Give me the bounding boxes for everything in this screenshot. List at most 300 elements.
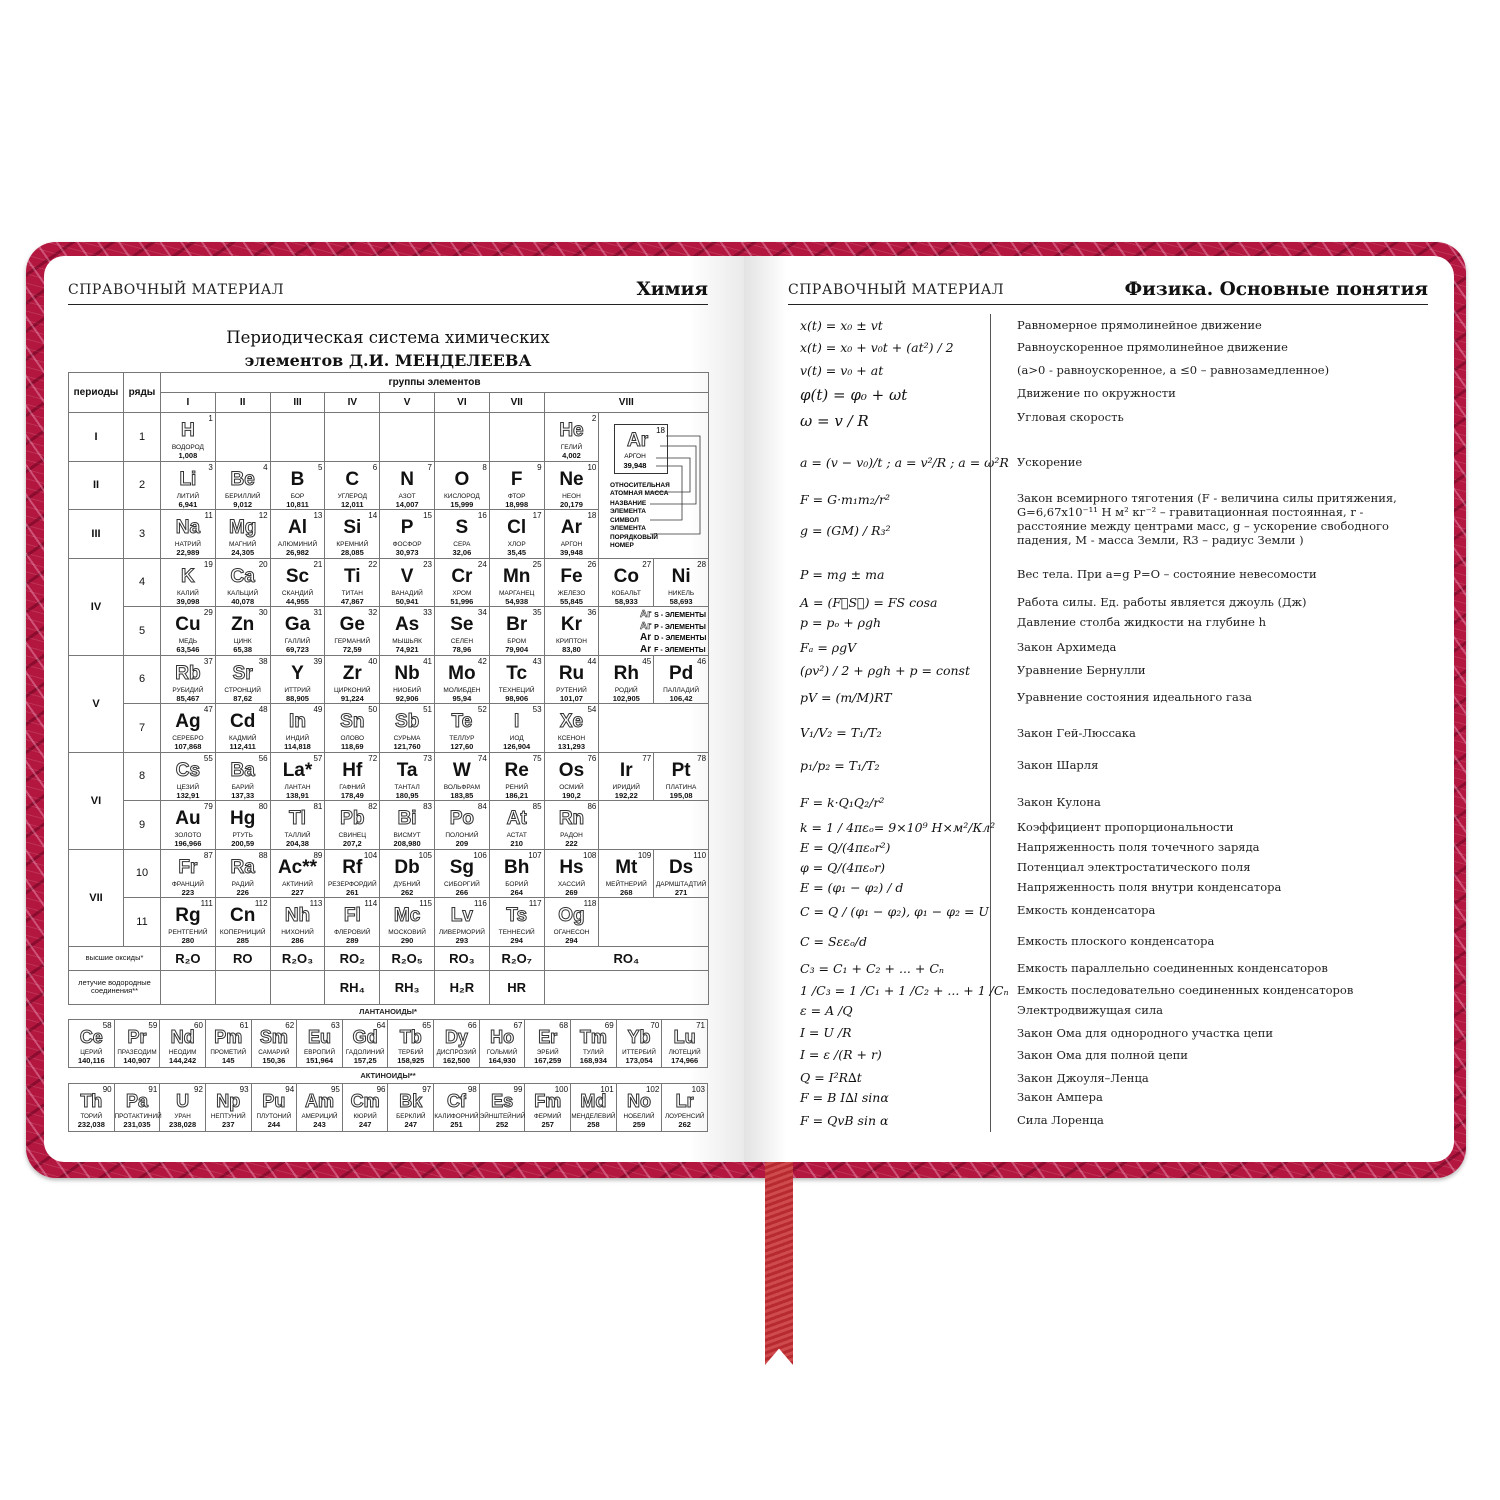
formula: v(t) = v₀ + at (800, 363, 884, 378)
element-cell (161, 413, 216, 462)
atomic-mass: 30,973 (395, 548, 419, 558)
element-name: ЛИТИЙ (176, 492, 200, 500)
element-symbol: Cm (350, 1091, 380, 1111)
element-symbol: Ra (230, 856, 255, 878)
row-label: 8 (124, 752, 161, 801)
atomic-number: 4 (263, 462, 268, 472)
formula: p = pₒ + ρgh (800, 615, 882, 630)
atomic-mass: 39,098 (176, 596, 200, 606)
atomic-number: 33 (423, 608, 432, 617)
block-legend-f-symbol: Ar (640, 643, 652, 655)
element-symbol: S (455, 517, 469, 539)
element-symbol: Tm (579, 1027, 607, 1047)
atomic-mass: 232,038 (77, 1120, 105, 1129)
formula-description: Давление столба жидкости на глубине h (1017, 615, 1267, 629)
element-cell (525, 1084, 571, 1132)
element-cell (380, 898, 435, 947)
element-symbol: I (514, 711, 520, 733)
formula: Fₐ = ρgV (800, 640, 857, 655)
atomic-mass: 1,008 (178, 451, 198, 461)
atomic-number: 118 (583, 899, 597, 908)
atomic-mass: 157,25 (353, 1056, 377, 1065)
atomic-number: 45 (642, 656, 652, 666)
element-cell (654, 752, 709, 801)
element-name: ИРИДИЙ (612, 783, 640, 791)
element-name: СЕРЕБРО (172, 735, 204, 743)
element-symbol: Es (491, 1091, 514, 1111)
element-symbol: Ds (668, 856, 694, 878)
element-symbol: Gd (352, 1027, 378, 1047)
element-symbol: Md (580, 1091, 607, 1111)
formula: x(t) = x₀ + v₀t + (at²) / 2 (800, 340, 954, 355)
atomic-number: 88 (258, 850, 268, 860)
formula-description: Закон Ампера (1017, 1090, 1103, 1104)
formula: Q = I²R∆t (800, 1070, 862, 1085)
element-name: МЕДЬ (178, 638, 198, 646)
atomic-number: 89 (313, 850, 323, 860)
atomic-mass: 192,22 (614, 790, 638, 800)
formula: ω = v / R (800, 412, 869, 430)
element-symbol: Co (613, 565, 639, 587)
element-name: НОБЕЛИЙ (623, 1113, 655, 1120)
lanthanides-table (68, 1019, 708, 1068)
atomic-number: 12 (258, 511, 268, 520)
element-name: ТИТАН (341, 589, 363, 597)
atomic-mass: 266 (455, 887, 469, 897)
atomic-mass: 257 (541, 1120, 554, 1129)
element-cell (325, 558, 380, 607)
element-symbol: Rb (175, 662, 201, 684)
element-cell (544, 704, 599, 753)
formula-description: Напряженность поля точечного заряда (1017, 840, 1260, 854)
atomic-number: 103 (691, 1085, 705, 1094)
element-name: ДУБНИЙ (393, 880, 421, 888)
element-name: ЦЕРИЙ (80, 1049, 103, 1056)
atomic-mass: 180,95 (395, 790, 419, 800)
element-cell (434, 849, 489, 898)
atomic-number: 60 (194, 1021, 203, 1030)
element-cell (270, 849, 325, 898)
element-symbol: Cd (230, 711, 256, 733)
atomic-mass: 121,760 (393, 742, 421, 752)
element-name: ОСМИЙ (559, 783, 584, 791)
element-cell (325, 752, 380, 801)
element-symbol: Cu (175, 614, 201, 636)
element-cell (205, 1020, 251, 1068)
element-name: КАЛИЙ (176, 589, 199, 597)
atomic-number: 105 (418, 850, 432, 860)
atomic-mass: 131,293 (557, 742, 586, 752)
period-label: IV (69, 558, 124, 655)
oxide-formula: R₂O₇ (489, 946, 544, 970)
atomic-number: 10 (587, 462, 597, 472)
atomic-mass: 35,45 (507, 548, 527, 558)
formula-description: Сила Лоренца (1017, 1113, 1104, 1127)
block-legend-p-symbol: Ar (640, 620, 652, 632)
element-name: ЭРБИЙ (536, 1049, 559, 1056)
element-name: ХЛОР (507, 541, 526, 549)
row-label: 3 (124, 510, 161, 559)
atomic-mass: 98,906 (505, 693, 529, 703)
element-symbol: O (454, 468, 470, 490)
atomic-mass: 79,904 (505, 645, 529, 655)
formula: F = B I∆l sinα (800, 1090, 889, 1105)
element-symbol: Bi (397, 808, 417, 830)
empty-cell (270, 413, 325, 462)
element-symbol: Ne (559, 468, 584, 490)
atomic-number: 67 (513, 1021, 523, 1030)
element-name: ОГАНЕСОН (553, 929, 590, 937)
element-cell (215, 704, 270, 753)
element-cell (215, 898, 270, 947)
element-name: ЛОУРЕНСИЙ (664, 1113, 705, 1120)
atomic-mass: 4,002 (562, 451, 581, 461)
row-label: 9 (124, 801, 161, 850)
element-symbol: Mo (448, 662, 476, 684)
actinides-label: АКТИНОИДЫ** (360, 1071, 416, 1080)
atomic-number: 70 (650, 1021, 660, 1030)
element-cell (544, 413, 599, 462)
atomic-number: 76 (587, 753, 597, 763)
element-name: ДИСПРОЗИЙ (436, 1049, 477, 1056)
atomic-mass: 137,33 (231, 790, 255, 800)
atomic-mass: 226 (236, 887, 249, 897)
atomic-number: 72 (368, 753, 378, 763)
atomic-number: 30 (258, 608, 268, 617)
element-symbol: Lv (450, 905, 473, 927)
element-cell (434, 704, 489, 753)
formula: E = Q/(4πεₒr²) (800, 840, 891, 855)
element-symbol: Se (450, 614, 474, 636)
atomic-number: 21 (313, 559, 323, 569)
element-symbol: Sg (449, 856, 475, 878)
header-groups: группы элементов (161, 373, 709, 393)
element-symbol: Np (216, 1091, 241, 1111)
element-symbol: Sm (259, 1027, 288, 1047)
element-symbol: Br (506, 614, 528, 636)
atomic-number: 22 (368, 559, 378, 569)
atomic-mass: 173,054 (625, 1056, 653, 1065)
formula: V₁/V₂ = T₁/T₂ (800, 725, 882, 740)
element-cell (434, 655, 489, 704)
element-symbol: Sn (340, 711, 365, 733)
atomic-number: 96 (376, 1085, 386, 1094)
formula-description: Закон Гей-Люссака (1017, 726, 1136, 740)
atomic-mass: 190,2 (562, 790, 581, 800)
element-cell (69, 1084, 115, 1132)
formula-description: Угловая скорость (1017, 410, 1124, 424)
element-symbol: Hf (342, 759, 363, 781)
formula-description: Потенциал электростатического поля (1017, 860, 1251, 874)
element-name: ТУЛИЙ (582, 1049, 604, 1056)
hydride-formula: HR (489, 970, 544, 1004)
element-name: ВОДОРОД (171, 444, 204, 452)
atomic-mass: 58,693 (669, 596, 693, 606)
oxides-label: высшие оксиды* (69, 946, 161, 970)
atomic-number: 23 (423, 559, 432, 569)
element-symbol: Mt (615, 856, 638, 878)
element-cell (544, 849, 599, 898)
periodic-table-title-line1: Периодическая система химических (226, 328, 550, 347)
atomic-mass: 237 (221, 1120, 235, 1129)
element-symbol: Ti (344, 565, 361, 587)
block-legend-d-symbol: Ar (640, 632, 652, 643)
element-cell (616, 1084, 662, 1132)
formula-description: Емкость параллельно соединенных конденсаторов (1017, 961, 1328, 975)
hydrides-label: летучие водородные соединения** (69, 970, 161, 1004)
empty-cell (215, 970, 270, 1004)
atomic-mass: 112,411 (229, 742, 256, 752)
formula-description: Уравнение состояния идеального газа (1017, 690, 1253, 704)
atomic-number: 78 (697, 753, 707, 763)
element-name: ТАНТАЛ (394, 783, 420, 791)
element-cell (161, 704, 216, 753)
element-cell (489, 849, 544, 898)
element-cell (599, 849, 654, 898)
formula-description: Равномерное прямолинейное движение (1017, 318, 1262, 332)
atomic-mass: 127,60 (450, 742, 474, 752)
atomic-mass: 54,938 (505, 596, 529, 606)
atomic-number: 100 (554, 1085, 569, 1094)
element-name: НИОБИЙ (393, 686, 422, 694)
atomic-mass: 251 (450, 1120, 463, 1129)
element-cell (325, 510, 380, 559)
row-label: 6 (124, 655, 161, 704)
atomic-mass: 118,69 (341, 742, 364, 752)
atomic-number: 44 (587, 656, 597, 666)
atomic-number: 32 (368, 608, 378, 617)
atomic-mass: 243 (313, 1120, 326, 1129)
atomic-number: 27 (642, 559, 652, 569)
atomic-mass: 238,028 (169, 1120, 197, 1129)
atomic-mass: 247 (358, 1120, 372, 1129)
atomic-mass: 151,964 (305, 1056, 334, 1065)
element-cell (479, 1084, 525, 1132)
element-name: НАТРИЙ (174, 541, 201, 549)
element-cell (270, 558, 325, 607)
atomic-number: 5 (317, 462, 323, 472)
element-cell (525, 1020, 571, 1068)
block-legend-p-label: P - ЭЛЕМЕНТЫ (654, 623, 706, 631)
element-name: СТРОНЦИЙ (224, 686, 261, 694)
formula: F = G·m₁m₂/r² (800, 492, 890, 507)
atomic-number: 36 (587, 608, 597, 617)
element-symbol: Th (80, 1091, 103, 1111)
element-cell (662, 1084, 708, 1132)
element-symbol: Au (175, 808, 201, 830)
element-cell (571, 1084, 617, 1132)
element-cell (434, 510, 489, 559)
atomic-mass: 294 (565, 936, 578, 946)
formula-description: Емкость последовательно соединенных конденсаторов (1017, 983, 1354, 997)
atomic-mass: 158,925 (397, 1056, 425, 1065)
empty-cell (599, 704, 709, 753)
element-name: БРОМ (507, 638, 527, 646)
element-symbol: Ar (560, 517, 583, 539)
atomic-number: 7 (427, 462, 432, 472)
element-symbol: Te (451, 711, 473, 733)
atomic-number: 9 (537, 462, 542, 472)
element-legend (610, 420, 702, 552)
atomic-number: 98 (467, 1085, 477, 1094)
bookmark-ribbon (765, 1160, 793, 1365)
formula-description: Вес тела. При a=g P=O – состояние невесомости (1017, 567, 1317, 581)
atomic-mass: 91,224 (340, 693, 364, 703)
element-cell (434, 607, 489, 656)
atomic-number: 25 (532, 559, 542, 569)
atomic-mass: 183,85 (450, 790, 474, 800)
element-symbol: Ir (619, 759, 633, 781)
element-symbol: Ga (284, 614, 311, 636)
atomic-mass: 261 (346, 887, 359, 897)
element-name: ТЕХНЕЦИЙ (498, 686, 535, 694)
element-symbol: N (400, 468, 414, 490)
element-cell (114, 1084, 160, 1132)
hydride-formula: H₂R (434, 970, 489, 1004)
element-symbol: Cr (451, 565, 473, 587)
element-cell (489, 752, 544, 801)
atomic-number: 106 (473, 850, 487, 860)
group-label: III (270, 393, 325, 413)
element-symbol: Ce (79, 1027, 103, 1047)
element-symbol: Y (291, 662, 304, 684)
oxide-formula: R₂O₃ (270, 946, 325, 970)
element-cell (489, 655, 544, 704)
block-legend-s-label: S - ЭЛЕМЕНТЫ (654, 612, 706, 619)
element-symbol: Nb (394, 662, 420, 684)
element-symbol: Cs (175, 759, 201, 781)
row-label: 4 (124, 558, 161, 607)
element-name: ЦИНК (233, 638, 252, 646)
atomic-number: 115 (419, 899, 432, 908)
element-cell (215, 849, 270, 898)
formula: I = U /R (800, 1025, 852, 1040)
element-name: РУБИДИЙ (172, 686, 204, 694)
element-symbol: V (400, 565, 414, 587)
element-symbol: Pm (214, 1027, 243, 1047)
oxide-formula: R₂O₅ (380, 946, 435, 970)
element-symbol: Dy (444, 1027, 468, 1047)
element-name: ЦЕЗИЙ (176, 783, 200, 791)
element-cell (160, 1020, 206, 1068)
atomic-number: 49 (313, 705, 323, 714)
atomic-mass: 268 (620, 887, 633, 897)
atomic-mass: 271 (674, 887, 688, 897)
oxide-formula: R₂O (161, 946, 216, 970)
group-label: II (215, 393, 270, 413)
element-cell (434, 898, 489, 947)
row-label: 5 (124, 607, 161, 656)
element-cell (571, 1020, 617, 1068)
atomic-mass: 15,999 (450, 499, 474, 509)
element-symbol: Na (175, 517, 201, 539)
formula: x(t) = x₀ ± vt (800, 318, 883, 333)
row-label: 2 (124, 461, 161, 510)
element-symbol: Al (287, 517, 307, 539)
element-cell (325, 849, 380, 898)
atomic-number: 56 (258, 753, 268, 763)
atomic-number: 62 (285, 1021, 295, 1030)
element-cell (215, 558, 270, 607)
formula-description: Закон Джоуля–Ленца (1017, 1071, 1149, 1085)
block-legend-f (640, 645, 706, 657)
element-symbol: Rh (613, 662, 639, 684)
element-name: ДАРМШТАДТИЙ (655, 880, 707, 888)
element-symbol: Xe (559, 711, 584, 733)
element-symbol: Ge (339, 614, 365, 636)
element-cell (544, 558, 599, 607)
row-label: 1 (124, 413, 161, 462)
element-cell (380, 801, 435, 850)
element-name: ПЛАТИНА (665, 783, 697, 791)
element-cell (215, 607, 270, 656)
element-symbol: Pb (340, 808, 365, 830)
atomic-mass: 140,116 (77, 1056, 105, 1065)
formula: pV = (m/M)RT (800, 690, 892, 705)
element-name: РТУТЬ (232, 832, 253, 840)
atomic-number: 110 (693, 850, 707, 860)
atomic-number: 73 (423, 753, 432, 763)
atomic-mass: 18,998 (505, 499, 529, 509)
atomic-mass: 145 (221, 1056, 235, 1065)
formula: C = Q / (φ₁ − φ₂), φ₁ − φ₂ = U (800, 904, 989, 919)
element-symbol: Kr (560, 614, 583, 636)
element-symbol: Tl (289, 808, 306, 830)
element-name: ПАЛЛАДИЙ (663, 686, 700, 694)
element-name: ЖЕЛЕЗО (557, 589, 586, 597)
atomic-mass: 126,904 (503, 742, 531, 752)
element-name: ГЕРМАНИЙ (334, 638, 371, 646)
formula-description: Коэффициент пропорциональности (1017, 820, 1234, 834)
element-cell (544, 510, 599, 559)
periodic-table-title (68, 326, 708, 372)
element-name: КАДМИЙ (228, 735, 257, 743)
atomic-number: 34 (477, 608, 487, 617)
element-name: НЕОН (562, 492, 581, 500)
element-cell (251, 1020, 297, 1068)
element-symbol: At (506, 808, 527, 830)
atomic-mass: 244 (267, 1120, 281, 1129)
element-cell (544, 801, 599, 850)
left-section-label: СПРАВОЧНЫЙ МАТЕРИАЛ (68, 282, 285, 298)
element-cell (380, 704, 435, 753)
actinides-table (68, 1083, 708, 1132)
atomic-mass: 290 (400, 936, 414, 946)
atomic-number: 74 (477, 753, 487, 763)
element-cell (270, 461, 325, 510)
atomic-mass: 200,59 (231, 839, 255, 849)
element-name: ЕВРОПИЙ (304, 1049, 335, 1056)
atomic-number: 39 (313, 656, 323, 666)
empty-cell (270, 970, 325, 1004)
atomic-number: 47 (203, 705, 213, 714)
atomic-number: 43 (532, 656, 542, 666)
atomic-mass: 144,242 (169, 1056, 197, 1065)
element-name: КОПЕРНИЦИЙ (219, 929, 266, 937)
atomic-number: 41 (423, 656, 432, 666)
element-cell (161, 607, 216, 656)
element-cell (325, 898, 380, 947)
atomic-number: 93 (239, 1085, 249, 1094)
period-label: VII (69, 849, 124, 946)
atomic-mass: 26,982 (286, 548, 309, 558)
element-cell (270, 752, 325, 801)
atomic-number: 114 (364, 899, 378, 908)
element-name: ВОЛЬФРАМ (443, 783, 480, 791)
element-name: КСЕНОН (557, 735, 586, 743)
element-symbol: Nh (284, 905, 311, 927)
atomic-mass: 293 (455, 936, 469, 946)
